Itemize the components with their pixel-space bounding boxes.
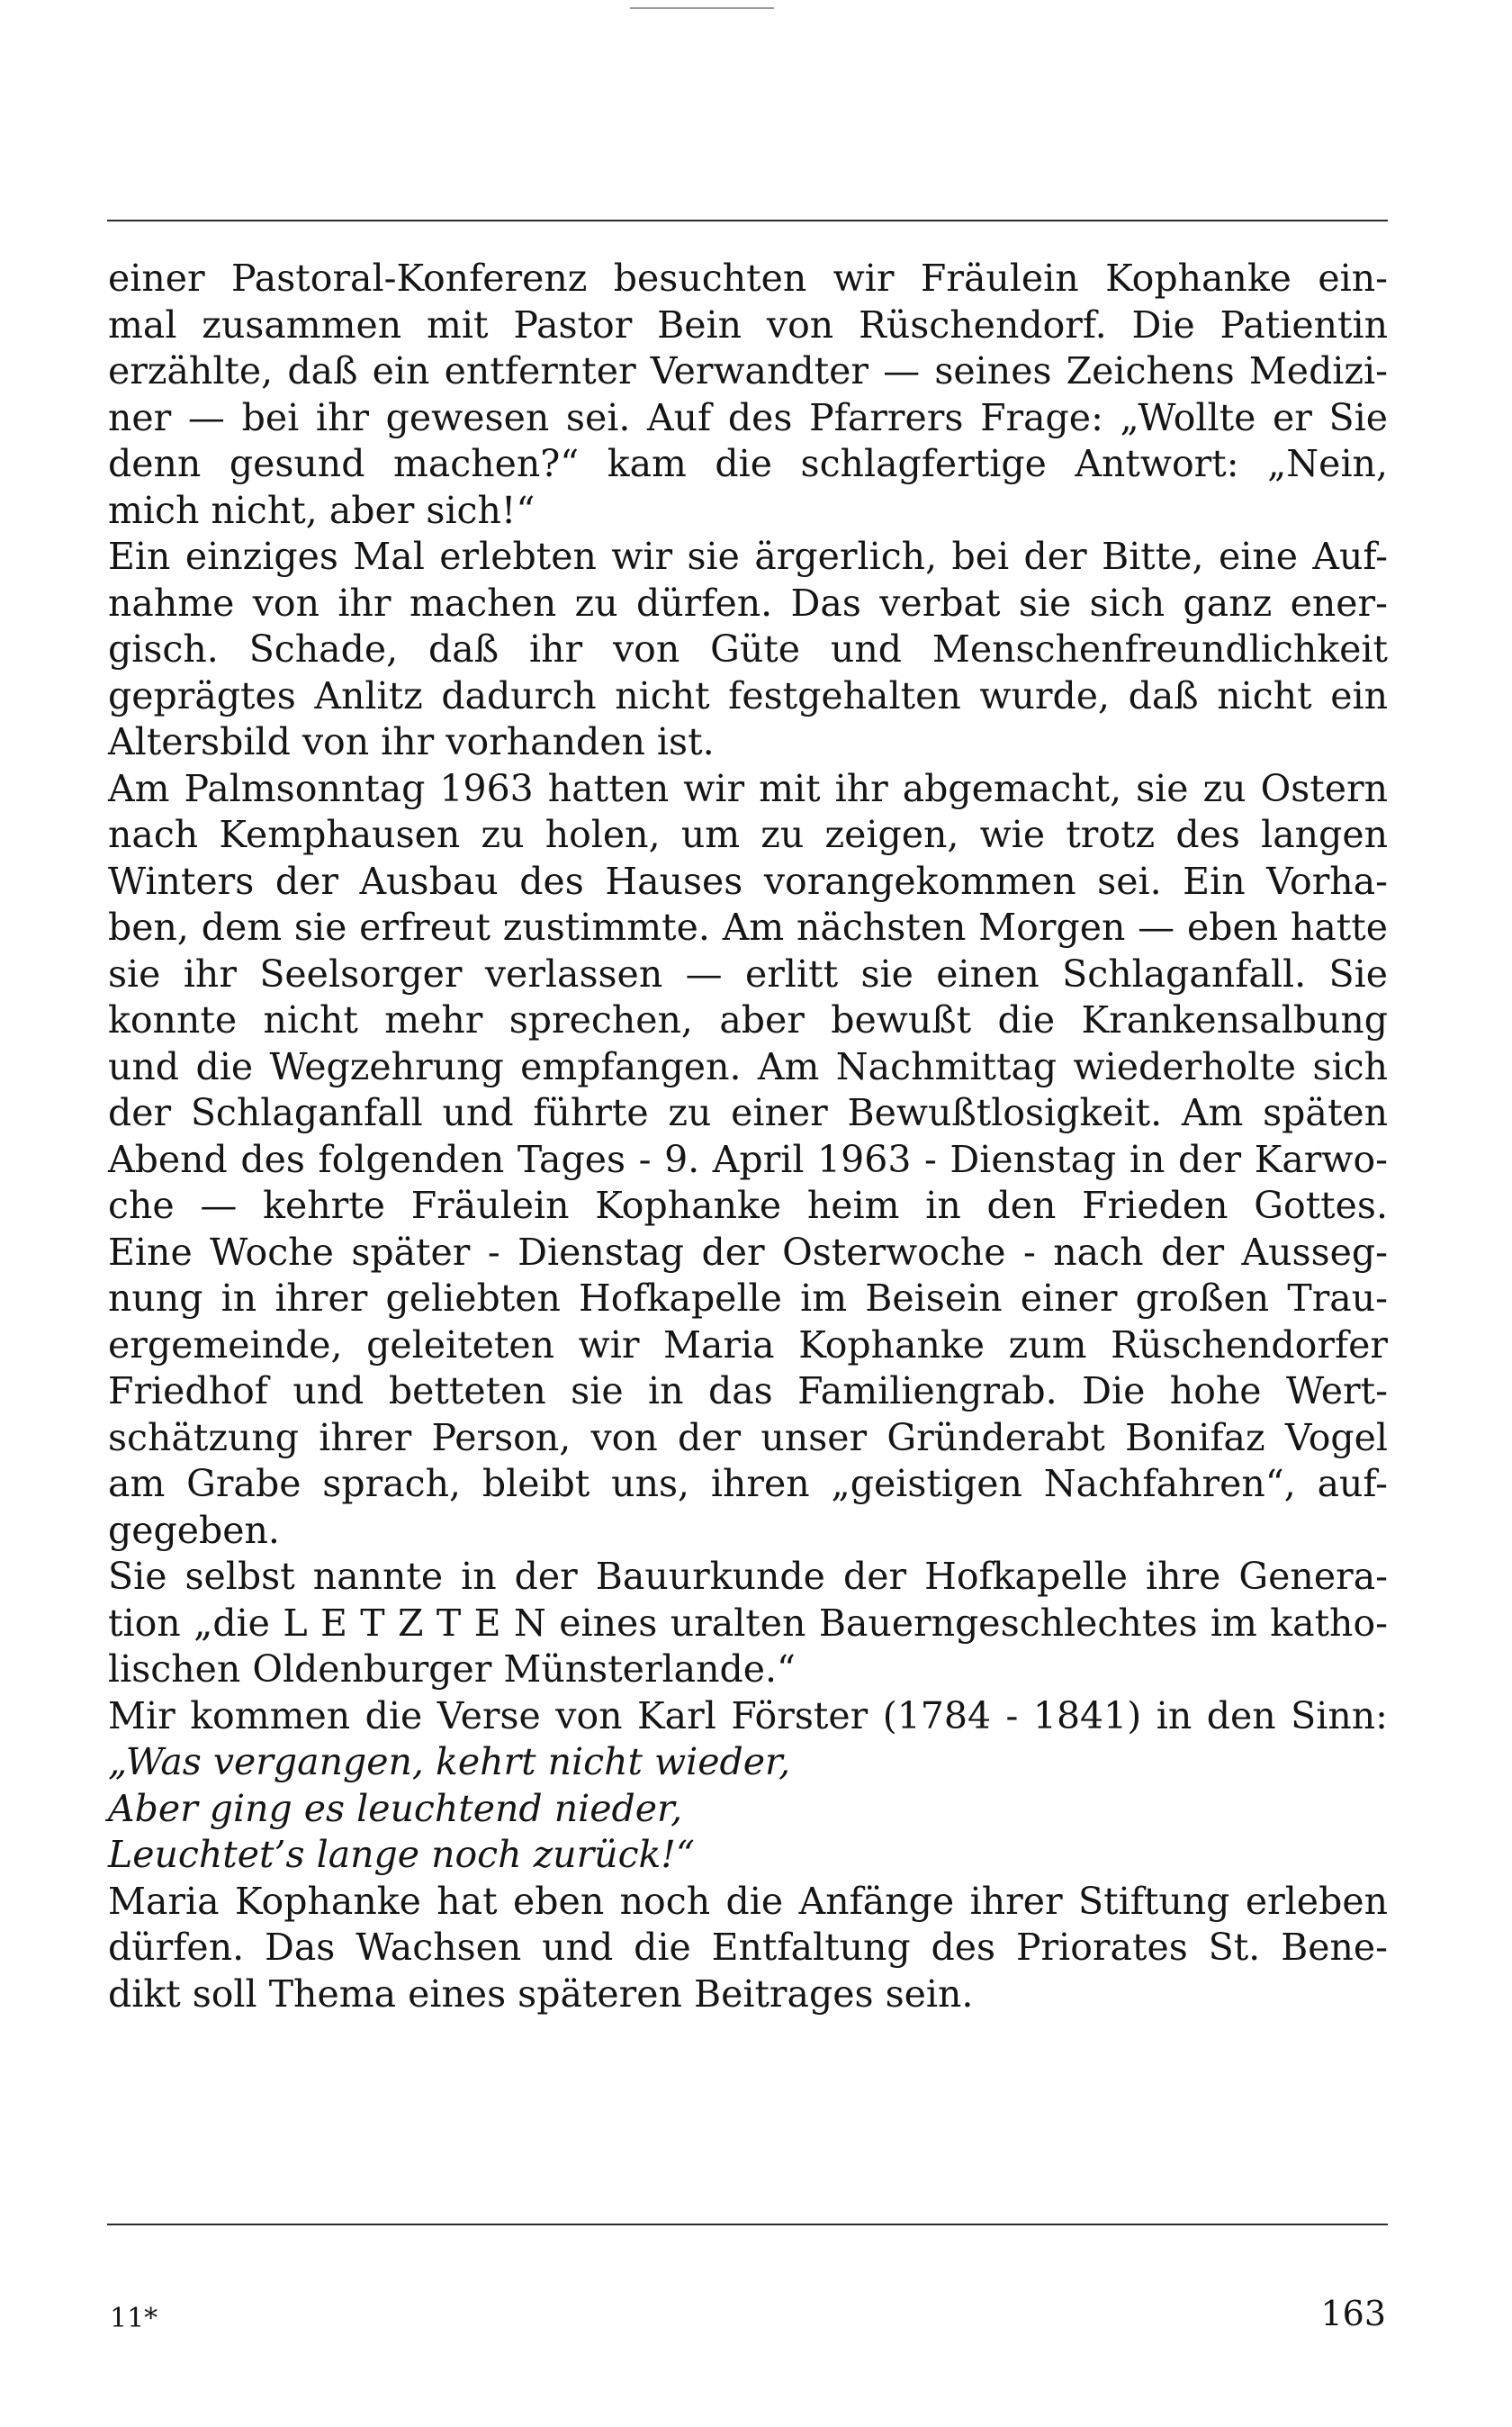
text-line: tion „die L E T Z T E N eines uralten Bauerngeschlechtes im katho- [108, 1601, 1388, 1645]
text-line: Am Palmsonntag 1963 hatten wir mit ihr abgemacht, sie zu Ostern [108, 766, 1388, 810]
text-line: dürfen. Das Wachsen und die Entfaltung des Priorates St. Bene- [108, 1926, 1388, 1969]
signature-mark: 11* [110, 2303, 158, 2334]
text-line: nahme von ihr machen zu dürfen. Das verbat sie sich ganz ener- [108, 581, 1388, 625]
text-line: Maria Kophanke hat eben noch die Anfänge ihrer Stiftung erleben [108, 1879, 1388, 1923]
page-number: 163 [1320, 2294, 1386, 2333]
text-line: einer Pastoral-Konferenz besuchten wir Fräulein Kophanke ein- [108, 257, 1388, 300]
text-line: ergemeinde, geleiteten wir Maria Kophanke zum Rüschendorfer [108, 1322, 1388, 1367]
text-line: dikt soll Thema eines späteren Beitrages sein. [108, 1971, 974, 2016]
text-line: sie ihr Seelsorger verlassen — erlitt sie einen Schlaganfall. Sie [108, 952, 1388, 996]
text-line: Sie selbst nannte in der Bauurkunde der Hofkapelle ihre Genera- [108, 1555, 1388, 1598]
top-scan-mark [630, 7, 774, 9]
body-text [108, 256, 1388, 2017]
text-line: Ein einziges Mal erlebten wir sie ärgerlich, bei der Bitte, eine Auf- [108, 535, 1388, 578]
verse-line: Leuchtet’s lange noch zurück!“ [108, 1833, 695, 1876]
text-line: ben, dem sie erfreut zustimmte. Am nächsten Morgen — eben hatte [108, 906, 1388, 949]
text-line: mich nicht, aber sich!“ [108, 488, 536, 532]
text-line: ner — bei ihr gewesen sei. Auf des Pfarrers Frage: „Wollte er Sie [108, 395, 1388, 439]
top-rule [107, 220, 1388, 221]
text-line: denn gesund machen?“ kam die schlagfertige Antwort: „Nein, [108, 442, 1388, 485]
verse-line: „Was vergangen, kehrt nicht wieder, [108, 1740, 791, 1783]
text-line: nach Kemphausen zu holen, um zu zeigen, wie trotz des langen [108, 813, 1388, 856]
text-line: che — kehrte Fräulein Kophanke heim in den Frieden Gottes. [108, 1184, 1388, 1227]
verse-line: Aber ging es leuchtend nieder, [108, 1786, 683, 1830]
text-line: Winters der Ausbau des Hauses vorangekommen sei. Ein Vorha- [108, 859, 1388, 903]
text-line: gegeben. [108, 1508, 280, 1552]
text-line: Altersbild von ihr vorhanden ist. [108, 720, 715, 763]
text-line: nung in ihrer geliebten Hofkapelle im Beisein einer großen Trau- [108, 1277, 1388, 1320]
text-line: Mir kommen die Verse von Karl Förster (1784 - 1841) in den Sinn: [108, 1693, 1388, 1737]
text-line: am Grabe sprach, bleibt uns, ihren „geistigen Nachfahren“, auf- [108, 1462, 1388, 1505]
text-line: und die Wegzehrung empfangen. Am Nachmittag wiederholte sich [108, 1044, 1388, 1088]
text-line: der Schlaganfall und führte zu einer Bewußtlosigkeit. Am späten [108, 1091, 1388, 1134]
text-line: erzählte, daß ein entfernter Verwandter — seines Zeichens Medizi- [108, 349, 1388, 392]
text-line: lischen Oldenburger Münsterlande.“ [108, 1647, 796, 1691]
text-line: schätzung ihrer Person, von der unser Gründerabt Bonifaz Vogel [108, 1415, 1388, 1459]
bottom-rule [107, 2224, 1388, 2225]
text-line: Friedhof und betteten sie in das Familiengrab. Die hohe Wert- [108, 1369, 1388, 1412]
text-line: Eine Woche später - Dienstag der Osterwoche - nach der Ausseg- [108, 1230, 1388, 1274]
text-line: Abend des folgenden Tages - 9. April 1963 - Dienstag in der Karwo- [108, 1137, 1388, 1181]
text-line: konnte nicht mehr sprechen, aber bewußt die Krankensalbung [108, 998, 1388, 1042]
text-line: gisch. Schade, daß ihr von Güte und Menschenfreundlichkeit [108, 627, 1388, 671]
text-line: geprägtes Anlitz dadurch nicht festgehalten wurde, daß nicht ein [108, 673, 1388, 717]
text-line: mal zusammen mit Pastor Bein von Rüschendorf. Die Patientin [108, 302, 1388, 347]
